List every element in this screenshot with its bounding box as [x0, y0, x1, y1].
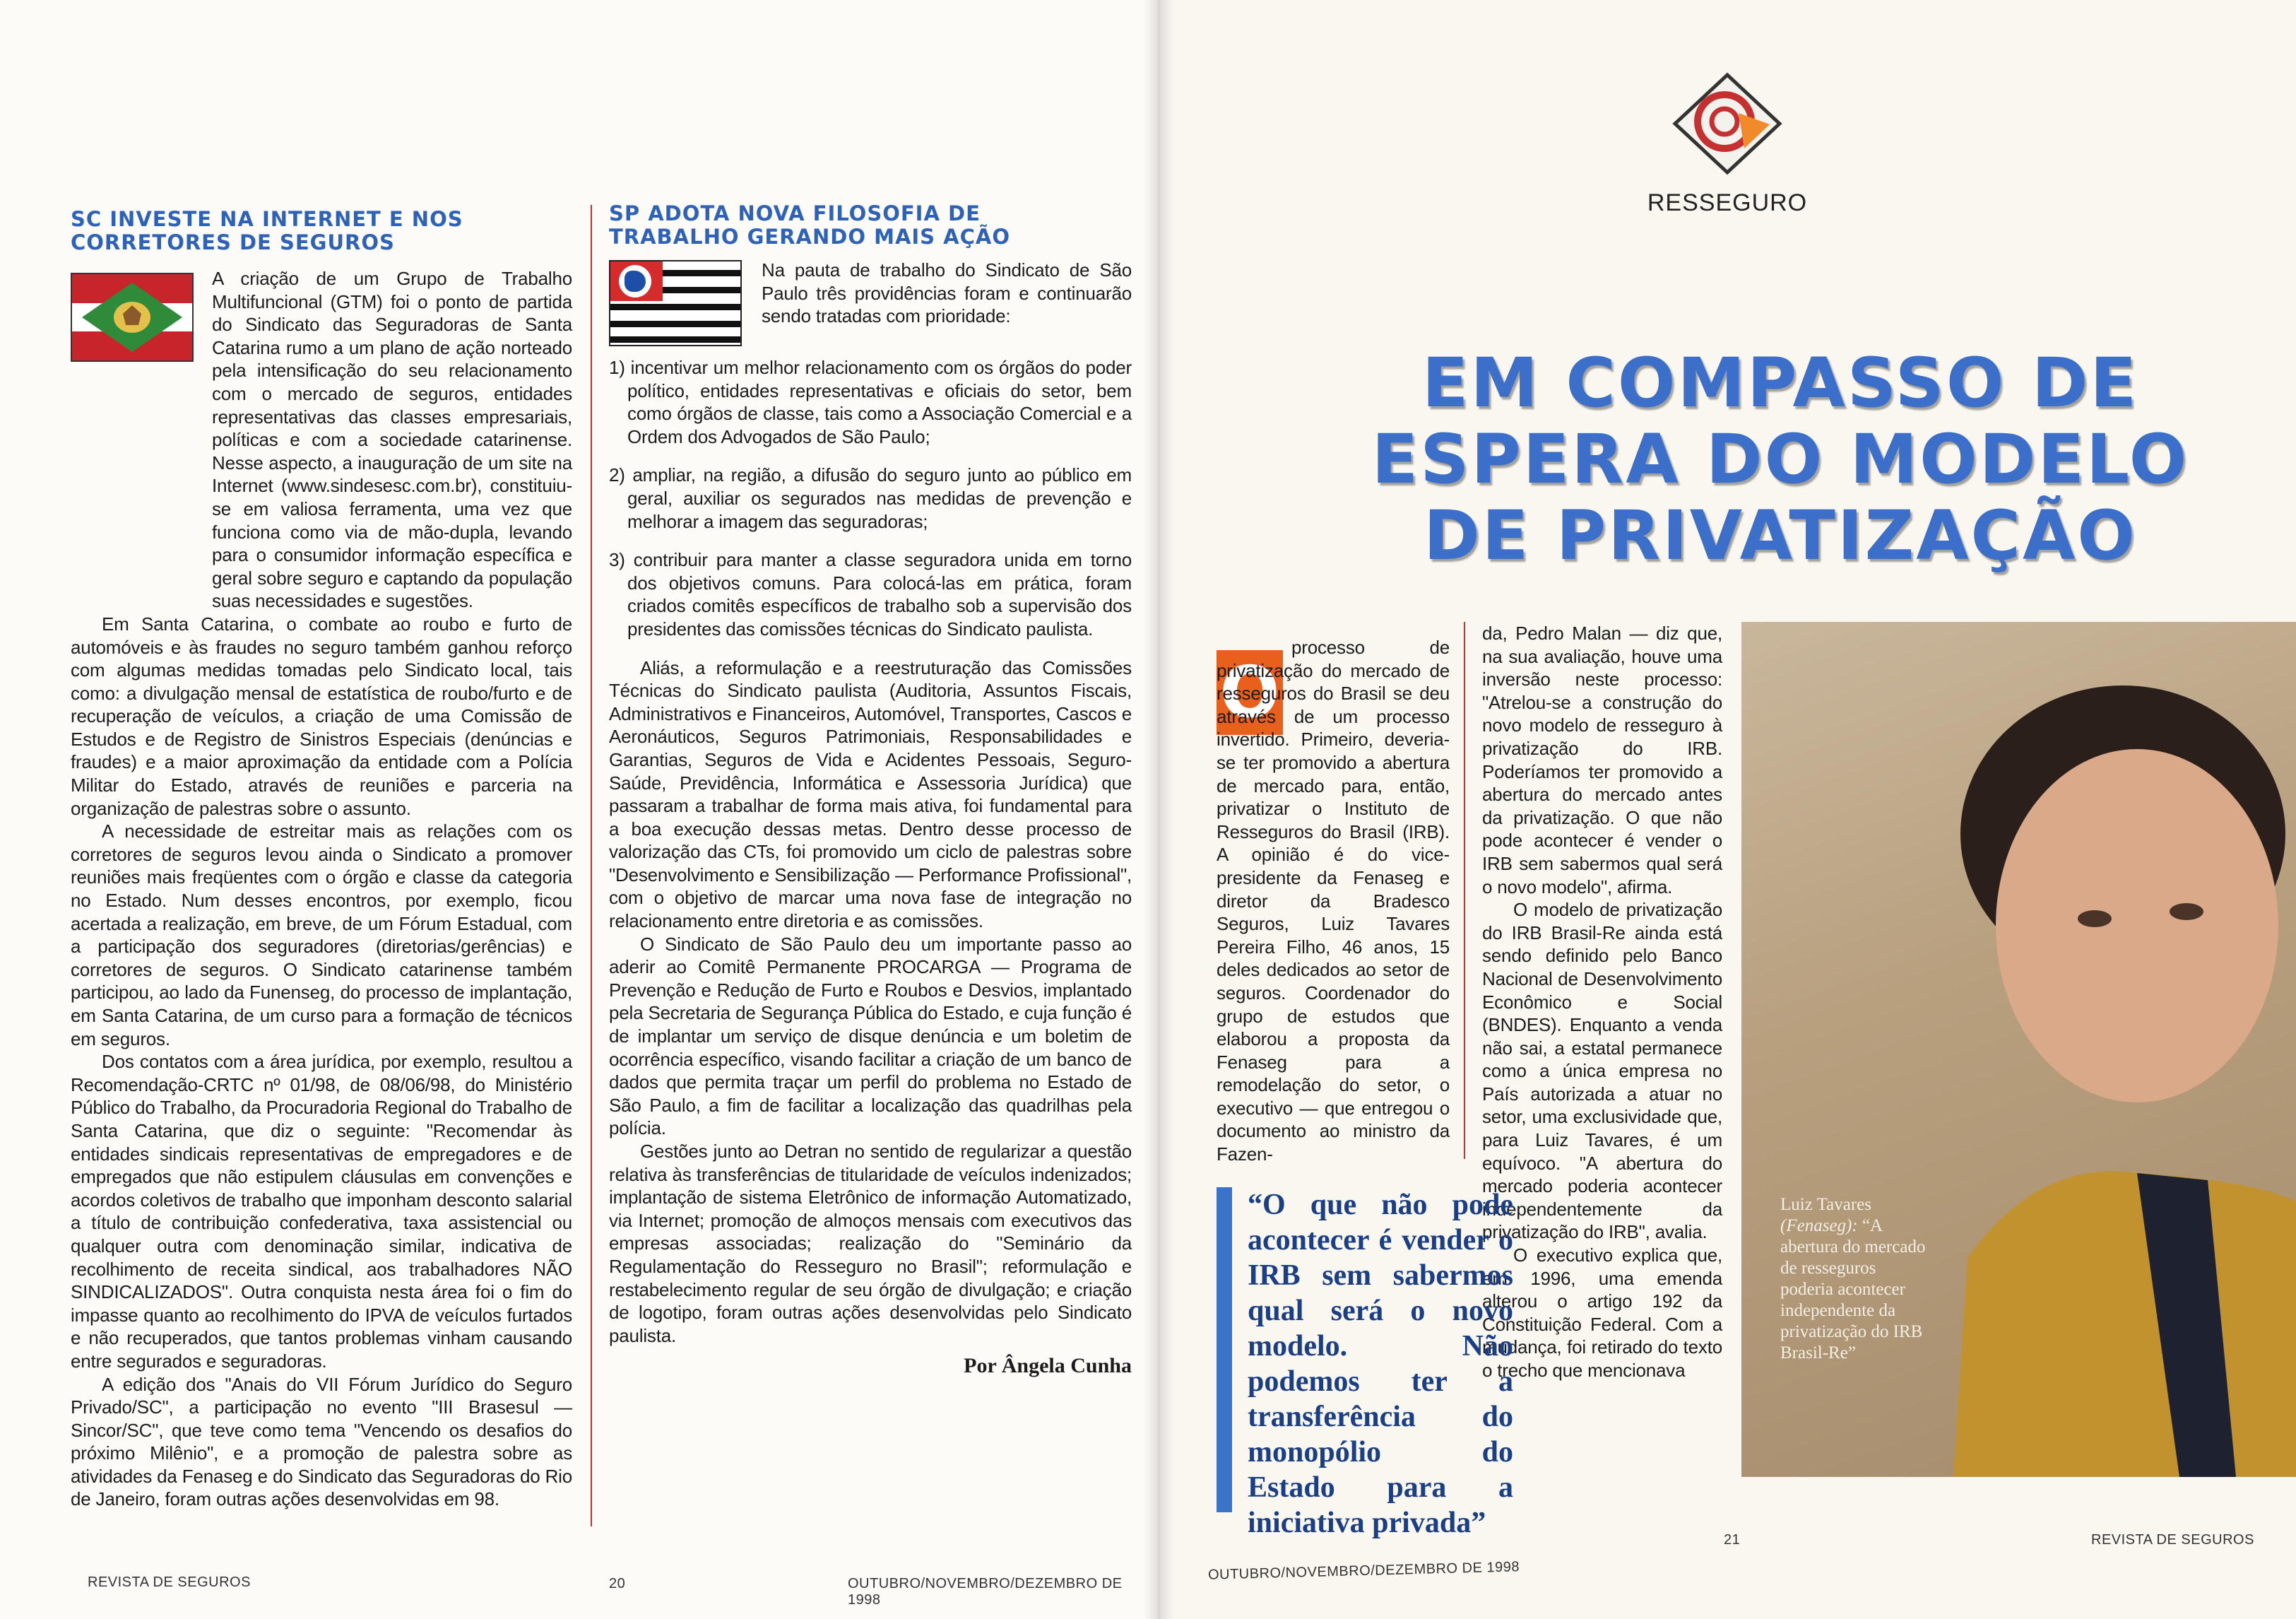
sc-heading: SC INVESTE NA INTERNET E NOS CORRETORES DE SEGUROS [71, 207, 463, 254]
sp-item-3: 3) contribuir para manter a classe seguradora unida em torno dos objetivos comuns. Para colocá-las em prática, foram criados comitês específicos de trabalho sob a supervisão dos presidentes das comissões técnicas do Sindicato paulista. [609, 549, 1132, 640]
sp-paragraph-3: Gestões junto ao Detran no sentido de regularizar a questão relativa às transferências de titularidade de veículos indenizados; implantação de sistema Eletrônico de informação Automatizado, via Internet; promoção de almoços mensais com executivos das empresas associadas; realização do "Seminário da Regulamentação do Resseguro no Brasil"; reformulação e restabelecimento regular de seu órgão de divulgação; e criação de logotipo, foram outras ações desenvolvidas pelo Sindicato paulista. [609, 1141, 1132, 1346]
sp-intro: Na pauta de trabalho do Sindicato de São Paulo três providências foram e continuarão sendo tratadas com prioridade: [762, 259, 1132, 327]
sc-paragraph-3: A necessidade de estreitar mais as relações com os corretores de seguros levou ainda o Sindicato a promover reuniões mais freqüentes com o órgão e classe da categoria no Estado. Num desses encontros, por exemplo, ficou acertada a realização, em breve, de um Fórum Estadual, com a participação dos seguradores (diretorias/gerências) e corretores de seguros. O Sindicato catarinense também participou, ao lado da Funenseg, do processo de implantação, em Santa Catarina, de um curso para a formação de técnicos em seguros. [71, 820, 572, 1049]
sp-heading: SP ADOTA NOVA FILOSOFIA DE TRABALHO GERANDO MAIS AÇÃO [609, 201, 1010, 249]
title-line-1: EM COMPASSO DE [1421, 343, 2139, 423]
spine-shadow [1143, 0, 1174, 1619]
footer-date-right: OUTUBRO/NOVEMBRO/DEZEMBRO DE 1998 [1207, 1559, 1520, 1583]
sc-article-body [71, 267, 572, 1511]
title-line-2: ESPERA DO MODELO [1371, 420, 2189, 499]
caption-org: (Fenaseg): [1780, 1216, 1858, 1235]
sc-paragraph-2: Em Santa Catarina, o combate ao roubo e furto de automóveis e às fraudes no seguro também ganhou reforço com algumas medidas tomadas pelo Sindicato local, tais como: a divulgação mensal de estatística de roubo/furto e de recuperação de veículos, a criação de uma Comissão de Estudos e de Registro de Sinistros Especiais (denúncias e fraudes) e a maior aproximação da entidade com a Polícia Militar do Estado, através de reuniões e parceria na organização de palestras sobre o assunto. [71, 613, 572, 819]
photo-caption [1780, 1194, 1929, 1364]
article-title [1356, 345, 2204, 574]
sp-article-body [609, 259, 1132, 1378]
main-paragraph-1: processo de privatização do mercado de resseguros do Brasil se deu através de um processo invertido. Primeiro, deveria-se ter promovido a abertura de mercado para, então, privatizar o Instituto de Resseguros do Brasil (IRB). A opinião é do vice-presidente da Fenaseg e diretor da Bradesco Seguros, Luiz Tavares Pereira Filho, 46 anos, 15 deles dedicados ao setor de seguros. Coordenador do grupo de estudos que elaborou a proposta da Fenaseg para a remodelação do setor, o executivo — que entregou o documento ao ministro da Fazen- [1217, 637, 1450, 1165]
main-paragraph-2: da, Pedro Malan — diz que, na sua avaliação, houve uma inversão neste processo: "Atrelou-se a construção do novo modelo de resseguro à privatização do IRB. Poderíamos ter promovido a abertura do mercado antes da privatização. O que não pode acontecer é vender o IRB sem sabermos qual será o novo modelo", afirma. [1482, 623, 1722, 897]
sp-paragraph-1: Aliás, a reformulação e a reestruturação das Comissões Técnicas do Sindicato paulista (Auditoria, Assuntos Fiscais, Administrativos e Financeiros, Automóvel, Transportes, Cascos e Aeronáuticos, Seguros Patrimoniais, Responsabilidades e Garantias, Seguros de Vida e Acidentes Pessoais, Seguro-Saúde, Previdência, Informática e Assessoria Jurídica) que passaram a trabalhar de forma mais ativa, foi fundamental para a boa execução dessas metas. Dentro desse processo de valorização das CTs, foi promovido um ciclo de palestras sobre "Desenvolvimento e Sensibilização — Performance Profissional", com o objetivo de marcar uma nova fase de integração no relacionamento entre diretoria e as comissões. [609, 657, 1132, 932]
main-article-col1 [1217, 636, 1450, 1166]
sc-paragraph-5: A edição dos "Anais do VII Fórum Jurídico do Seguro Privado/SC", a participação no evento "III Brasesul — Sincor/SC", que teve como tema "Vencendo os desafios do próximo Milênio", e a promoção de palestra sobre as atividades da Fenaseg e do Sindicato das Seguradoras do Rio de Janeiro, foram outras ações desenvolvidas em 98. [71, 1373, 572, 1510]
footer-magazine-right: REVISTA DE SEGUROS [2091, 1532, 2254, 1548]
pull-quote: “O que não pode acontecer é vender o IRB sem sabermos qual será o novo modelo. Não podemos ter a transferência do monopólio do Estado para a iniciativa privada” [1217, 1187, 1513, 1512]
sp-item-1: 1) incentivar um melhor relacionamento com os órgãos do poder político, entidades representativas e oficiais do setor, bem como órgãos de classe, tais como a Associação Comercial e a Ordem dos Advogados de São Paulo; [609, 357, 1132, 447]
main-paragraph-3: O modelo de privatização do IRB Brasil-Re ainda está sendo definido pelo Banco Nacional de Desenvolvimento Econômico e Social (BNDES). Enquanto a venda não sai, a estatal permanece como a única empresa no País autorizada a atuar no setor, uma exclusividade que, para Luiz Tavares, é um equívoco. "A abertura do mercado poderia acontecer independentemente da privatização do IRB", avalia. [1482, 899, 1722, 1243]
sp-paragraph-2: O Sindicato de São Paulo deu um importante passo ao aderir ao Comitê Permanente PROCARGA — Programa de Prevenção e Redução de Furto e Roubos e Desvios, implantado pela Secretaria de Segurança Pública do Estado, e cuja função é de implantar um serviço de disque denúncia e um boletim de ocorrência específico, visando facilitar a criação de um banco de dados que permita traçar um perfil do problema no Estado de São Paulo, a fim de facilitar a localização das quadrilhas pela polícia. [609, 933, 1132, 1139]
sp-item-2: 2) ampliar, na região, a difusão do seguro junto ao público em geral, auxiliar os segurados nas medidas de prevenção e melhorar a imagem das seguradoras; [609, 464, 1132, 532]
footer-page-number-right: 21 [1724, 1532, 1741, 1548]
footer-magazine-left: REVISTA DE SEGUROS [88, 1574, 251, 1590]
main-paragraph-4: O executivo explica que, em 1996, uma emenda alterou o artigo 192 da Constituição Federal. Com a mudança, foi retirado do texto o trecho que mencionava [1482, 1244, 1722, 1381]
column-rule [591, 205, 592, 1526]
footer-page-number-left: 20 [609, 1576, 626, 1591]
main-article-col2 [1482, 622, 1722, 1382]
drop-cap: O [1217, 650, 1283, 735]
caption-text: “A abertura do mercado de resseguros poderia acontecer independente da privatização do IRB Brasil-Re” [1780, 1216, 1926, 1362]
byline: Por Ângela Cunha [964, 1354, 1132, 1378]
footer-date-left: OUTUBRO/NOVEMBRO/DEZEMBRO DE 1998 [848, 1576, 1123, 1608]
caption-name: Luiz Tavares [1780, 1195, 1871, 1214]
sc-paragraph-1: A criação de um Grupo de Trabalho Multifuncional (GTM) foi o ponto de partida do Sindicato das Seguradoras de Santa Catarina rumo a um plano de ação norteado pela intensificação do seu relacionamento com o mercado de seguros, entidades representativas das classes empresariais, políticas e com a sociedade catarinense. Nesse aspecto, a inauguração de um site na Internet (www.sindesesc.com.br), constituiu-se em valiosa ferramenta, uma vez que funciona como via de mão-dupla, levando para o consumidor informação específica e geral sobre seguro e captando da população suas necessidades e sugestões. [212, 268, 572, 612]
title-line-3: DE PRIVATIZAÇÃO [1424, 496, 2137, 575]
column-rule-right [1464, 622, 1465, 1159]
resseguro-logo-icon [1671, 71, 1784, 177]
section-label: RESSEGURO [1647, 189, 1808, 216]
sc-paragraph-4: Dos contatos com a área jurídica, por exemplo, resultou a Recomendação-CRTC nº 01/98, de 08/06/98, do Ministério Público do Trabalho, da Procuradoria Regional do Trabalho de Santa Catarina, que diz o seguinte: "Recomendar às entidades sindicais representativas de empregadores e de empregados que não estipulem cláusulas em convenções e acordos coletivos de trabalho que imponham desconto salarial a título de contribuição confederativa, taxa assistencial ou qualquer outra com denominação similar, indicativa de recolhimento de receita sindical, aos trabalhadores NÃO SINDICALIZADOS". Outra conquista nesta área foi o fim do impasse quanto ao recolhimento do IPVA de veículos furtados e não recuperados, que tantos problemas vinham causando entre segurados e seguradoras. [71, 1051, 572, 1372]
